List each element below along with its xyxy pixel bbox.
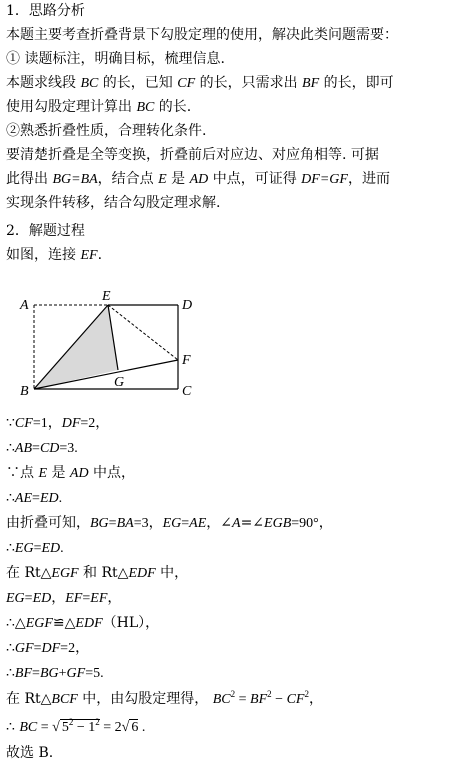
text: 在 Rt△ <box>6 691 52 707</box>
segment: DF <box>41 641 61 656</box>
equation: BG=BA <box>52 172 98 187</box>
segment: EG <box>6 591 25 606</box>
segment: BG <box>39 666 59 681</box>
text: 此得出 <box>6 171 53 187</box>
therefore-symbol: ∴ <box>6 490 15 506</box>
sqrt-symbol: √ <box>121 720 130 735</box>
segment: EG <box>162 516 182 531</box>
proof-line-5 <box>6 514 333 533</box>
segment: DF <box>61 416 81 431</box>
text: ， <box>51 590 66 606</box>
text: 的长，只需求出 <box>195 75 303 91</box>
text: − 1 <box>73 720 96 735</box>
segment: BC <box>212 692 231 707</box>
text: 中，由勾股定理得， <box>77 691 213 707</box>
segment-bc: BC <box>80 76 99 91</box>
section-heading-solution: 2．解题过程 <box>6 223 85 239</box>
angle: A <box>232 516 241 531</box>
text: 是 <box>166 171 190 187</box>
paragraph-fold-cont <box>6 170 390 189</box>
triangle: EDF <box>75 616 103 631</box>
proof-line-6 <box>6 539 64 558</box>
connect-ef-text <box>6 246 102 265</box>
text: = <box>37 720 53 735</box>
triangle: EGF <box>25 616 53 631</box>
text: ，进而 <box>347 171 390 187</box>
paragraph-target-cont <box>6 98 191 117</box>
segment: EF <box>90 591 108 606</box>
therefore-symbol: ∴ <box>6 440 15 456</box>
triangle: BCF <box>51 692 78 707</box>
text: 是 <box>47 465 70 481</box>
exponent: 2 <box>267 689 272 699</box>
therefore-symbol: ∴ <box>6 665 15 681</box>
text: . <box>58 491 63 506</box>
exponent: 2 <box>230 689 236 699</box>
because-symbol: ∵ <box>6 415 15 431</box>
segment-bc: BC <box>136 100 155 115</box>
proof-line-3 <box>6 464 135 483</box>
proof-line-10 <box>6 639 89 658</box>
text: 使用勾股定理计算出 <box>6 99 137 115</box>
proof-line-11 <box>6 664 104 683</box>
text: = <box>33 541 42 556</box>
text: =5. <box>85 666 104 681</box>
segment: EG <box>14 541 34 556</box>
text: 由折叠可知， <box>6 515 90 531</box>
segment: AE <box>14 491 33 506</box>
proof-line-1 <box>6 414 109 433</box>
text: ， <box>308 691 323 707</box>
text: 中， <box>155 565 189 581</box>
segment-ad: AD <box>189 172 209 187</box>
label-g: G <box>114 375 125 390</box>
text: . <box>138 720 146 735</box>
text: ∴△ <box>6 615 26 631</box>
text: 中点， <box>88 465 136 481</box>
label-d: D <box>182 298 193 313</box>
text: =1， <box>32 416 62 431</box>
segment: ED <box>41 541 61 556</box>
text: . <box>60 541 64 556</box>
segment: GF <box>66 666 86 681</box>
text: 的长，已知 <box>98 75 178 91</box>
exponent: 2 <box>304 689 309 699</box>
text: = <box>108 516 117 531</box>
triangle: EGF <box>51 566 79 581</box>
text: 5 <box>61 720 69 735</box>
answer-line: 故选 B. <box>6 745 54 761</box>
segment: AE <box>189 516 207 531</box>
paragraph-target <box>6 74 394 93</box>
proof-line-8 <box>6 589 121 608</box>
segment-cf: CF <box>177 76 196 91</box>
proof-line-4 <box>6 489 62 508</box>
segment: AD <box>69 466 89 481</box>
text: = <box>33 641 42 656</box>
text: ∵点 <box>6 465 39 481</box>
label-c: C <box>182 384 192 399</box>
sqrt-symbol: √ <box>52 720 60 735</box>
segment: AB <box>14 441 33 456</box>
exponent: 2 <box>68 717 74 727</box>
paragraph-fold: 要清楚折叠是全等变换，折叠前后对应边、对应角相等. 可据 <box>6 147 379 163</box>
text: =2， <box>80 416 110 431</box>
text: = <box>24 591 33 606</box>
point: E <box>38 466 48 481</box>
text: 的长，即可 <box>319 75 394 91</box>
section-heading-analysis: 1．思路分析 <box>6 3 85 19</box>
proof-line-13 <box>6 718 145 737</box>
text: 如图，连接 <box>6 247 81 263</box>
text: =3， <box>133 516 163 531</box>
text: ，∠ <box>206 515 233 531</box>
proof-line-7 <box>6 564 188 583</box>
segment: BG <box>90 516 109 531</box>
text: 本题求线段 <box>6 75 81 91</box>
label-b: B <box>20 384 29 399</box>
therefore-symbol: ∴ <box>6 540 15 556</box>
proof-line-9 <box>6 614 159 633</box>
step-two-text: ②熟悉折叠性质，合理转化条件. <box>6 123 207 139</box>
text: =∠ <box>240 515 265 531</box>
segment-ef: EF <box>80 248 98 263</box>
therefore-symbol: ∴ <box>6 719 20 735</box>
text: （HL）， <box>102 615 160 631</box>
angle: EGB <box>264 516 292 531</box>
segment: BC <box>19 720 38 735</box>
triangle: EDF <box>128 566 156 581</box>
segment: CD <box>39 441 60 456</box>
text: = <box>32 491 40 506</box>
text: . <box>97 247 103 263</box>
text: − <box>271 692 287 707</box>
segment: CF <box>14 416 33 431</box>
text: 和 Rt△ <box>78 565 129 581</box>
geometry-figure <box>0 280 220 405</box>
text: =90°， <box>291 516 333 531</box>
segment: CF <box>286 692 305 707</box>
text: = <box>181 516 190 531</box>
text: = <box>32 441 40 456</box>
intro-text: 本题主要考查折叠背景下勾股定理的使用，解决此类问题需要： <box>6 27 398 43</box>
label-f: F <box>182 353 191 368</box>
text: ，结合点 <box>97 171 159 187</box>
text: =3. <box>59 441 78 456</box>
text: = <box>32 666 40 681</box>
text: =2， <box>60 641 90 656</box>
segment: ED <box>32 591 52 606</box>
segment: BA <box>116 516 134 531</box>
text: 中点，可证得 <box>208 171 302 187</box>
segment: GF <box>14 641 34 656</box>
proof-line-2 <box>6 439 78 458</box>
proof-line-12 <box>6 690 323 709</box>
text: = <box>82 591 91 606</box>
text: 在 Rt△ <box>6 565 52 581</box>
label-e: E <box>102 289 111 304</box>
paragraph-fold-end: 实现条件转移，结合勾股定理求解. <box>6 195 221 211</box>
text: = <box>235 692 251 707</box>
folded-triangle-beg <box>34 305 118 389</box>
dashed-edge-ef <box>108 305 178 360</box>
text: 的长. <box>154 99 192 115</box>
text: = 2 <box>99 720 122 735</box>
sqrt-radicand: 6 <box>131 720 139 735</box>
label-a: A <box>20 298 29 313</box>
therefore-symbol: ∴ <box>6 640 15 656</box>
segment: BF <box>250 692 268 707</box>
segment-bf: BF <box>302 76 320 91</box>
text: ， <box>107 590 122 606</box>
segment: BF <box>14 666 33 681</box>
segment: EF <box>65 591 83 606</box>
text: + <box>58 666 67 681</box>
text: ≌△ <box>52 615 76 631</box>
point-e: E <box>158 172 167 187</box>
sqrt-radicand <box>60 719 100 735</box>
step-one-text: ① 读题标注，明确目标，梳理信息. <box>6 51 225 67</box>
exponent: 2 <box>95 717 100 727</box>
equation: DF=GF <box>301 172 348 187</box>
segment: ED <box>39 491 59 506</box>
